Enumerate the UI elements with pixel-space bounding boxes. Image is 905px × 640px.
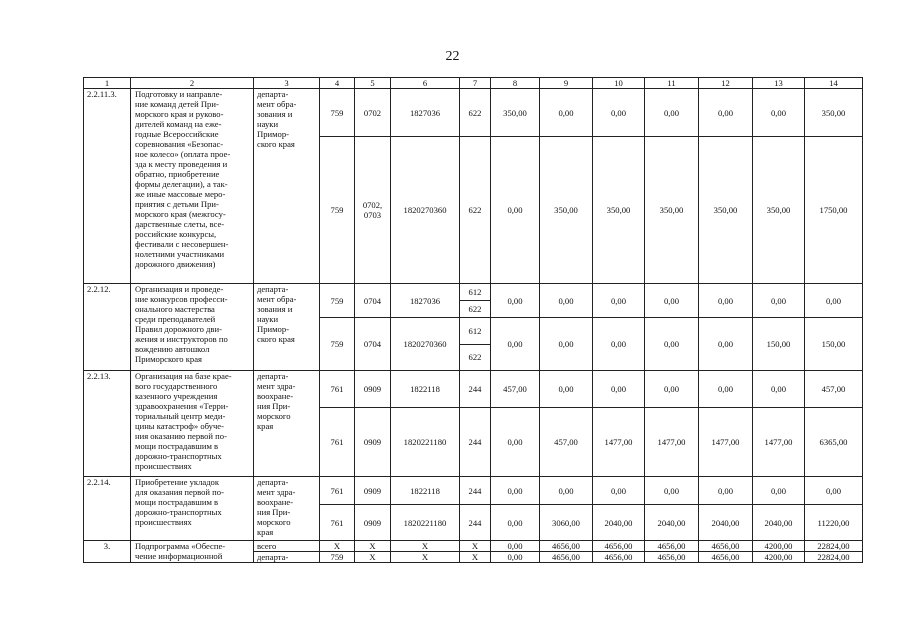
header-cell: 13 [753, 78, 805, 89]
table-cell [460, 318, 491, 371]
table-cell: 0909 [355, 477, 391, 505]
table-cell: 761 [320, 505, 355, 541]
row-department: всего [254, 541, 320, 552]
table-cell: 4656,00 [645, 552, 699, 563]
table-cell: 4656,00 [699, 541, 753, 552]
table-cell: 1827036 [391, 89, 460, 137]
row-description [131, 541, 254, 563]
table-cell: 0,00 [491, 318, 540, 371]
row-department-text: департа- мент здра- воохране- ния При- морского края [257, 477, 296, 537]
row-department: департа- [254, 552, 320, 563]
row-department-text: департа- мент обра- зования и науки Примор- ского края [257, 284, 297, 344]
header-cell: 7 [460, 78, 491, 89]
table-cell: 350,00 [645, 137, 699, 284]
table-cell: 0,00 [699, 318, 753, 371]
table-cell: 0,00 [699, 284, 753, 318]
table-cell: 4656,00 [593, 541, 645, 552]
header-cell: 12 [699, 78, 753, 89]
table-cell: 0,00 [491, 137, 540, 284]
table-cell: 2040,00 [593, 505, 645, 541]
table-cell: 0,00 [540, 477, 593, 505]
table-cell: X [460, 541, 491, 552]
table-cell: X [460, 552, 491, 563]
table-cell: 4656,00 [540, 552, 593, 563]
table-cell: X [355, 541, 391, 552]
table-cell: 759 [320, 89, 355, 137]
table-cell: 0909 [355, 371, 391, 408]
row-description [131, 477, 254, 541]
table-cell-text: 622 [460, 344, 490, 371]
table-cell: 0,00 [699, 371, 753, 408]
table-cell: 1820221180 [391, 505, 460, 541]
table-cell [355, 137, 391, 284]
header-row [84, 78, 863, 89]
table-cell: 0,00 [491, 505, 540, 541]
table-cell: X [391, 552, 460, 563]
table-cell: 0,00 [699, 477, 753, 505]
table-cell: 1750,00 [805, 137, 863, 284]
header-cell: 2 [131, 78, 254, 89]
table-cell: 150,00 [805, 318, 863, 371]
table-cell: 0,00 [699, 89, 753, 137]
header-cell: 6 [391, 78, 460, 89]
table-cell: 4656,00 [593, 552, 645, 563]
row-code: 2.2.14. [84, 477, 131, 541]
table-cell: 4656,00 [645, 541, 699, 552]
table-cell: 0,00 [540, 318, 593, 371]
header-cell: 14 [805, 78, 863, 89]
table-row [84, 89, 863, 137]
table-cell: 0,00 [753, 284, 805, 318]
table-cell: X [391, 541, 460, 552]
table-cell: 457,00 [491, 371, 540, 408]
header-cell: 5 [355, 78, 391, 89]
table-cell: X [320, 541, 355, 552]
split-cell [460, 284, 490, 317]
table-cell: 0704 [355, 318, 391, 371]
row-code: 3. [84, 541, 131, 563]
table-cell: 22824,00 [805, 541, 863, 552]
table-cell: 1822118 [391, 477, 460, 505]
header-cell: 4 [320, 78, 355, 89]
table-cell: 244 [460, 408, 491, 477]
table-cell: 761 [320, 408, 355, 477]
table-cell: 4656,00 [699, 552, 753, 563]
row-code: 2.2.12. [84, 284, 131, 371]
header-cell: 9 [540, 78, 593, 89]
row-description-text: Подготовку и направле- ние команд детей При- морского края и руково- дителей команд на еже- годные Всероссийские соревнования «Безопас- ное колесо» (оплата прое- зда к месту проведения и обратно, приобретение формы делегации), а так- же иные массовые меро- приятия с детьми При- морского края (межгосу- дарственные слеты, все- российские конкурсы, фестивали с несовершен- нолетними участниками дорожного движения) [135, 89, 231, 269]
row-department [254, 477, 320, 541]
table-cell: 350,00 [593, 137, 645, 284]
header-cell: 1 [84, 78, 131, 89]
table-cell: 0,00 [645, 371, 699, 408]
table-cell: 0,00 [540, 371, 593, 408]
table-cell [460, 284, 491, 318]
table-cell: 4656,00 [540, 541, 593, 552]
table-cell: 350,00 [753, 137, 805, 284]
split-cell [460, 318, 490, 370]
table-cell: 350,00 [699, 137, 753, 284]
table-cell: 22824,00 [805, 552, 863, 563]
table-row [84, 541, 863, 552]
row-description [131, 89, 254, 284]
row-department-text: департа- мент обра- зования и науки Примор- ского края [257, 89, 297, 149]
table-cell: 350,00 [540, 137, 593, 284]
table-cell: 0704 [355, 284, 391, 318]
table-cell: 0,00 [540, 284, 593, 318]
row-code: 2.2.13. [84, 371, 131, 477]
row-department [254, 284, 320, 371]
table-cell-text: 612 [468, 325, 482, 336]
table-cell: 1477,00 [593, 408, 645, 477]
table-cell: 0,00 [593, 89, 645, 137]
row-description-text: Приобретение укладок для оказания первой по- мощи пострадавшим в дорожно-транспортных происшествиях [135, 477, 224, 527]
table-cell: 1477,00 [753, 408, 805, 477]
table-cell: 0,00 [540, 89, 593, 137]
table-cell-text: 622 [460, 300, 490, 317]
header-cell: 3 [254, 78, 320, 89]
table-cell: 0,00 [491, 284, 540, 318]
table-cell: 761 [320, 477, 355, 505]
table-cell: 622 [460, 89, 491, 137]
table-cell: 0909 [355, 408, 391, 477]
table-cell: 0,00 [753, 371, 805, 408]
table-cell: 0,00 [805, 284, 863, 318]
table-cell: 244 [460, 477, 491, 505]
table-cell: 759 [320, 284, 355, 318]
table-cell: 0,00 [491, 552, 540, 563]
table-cell: 3060,00 [540, 505, 593, 541]
table-cell: 759 [320, 552, 355, 563]
table-cell: 6365,00 [805, 408, 863, 477]
table-row [84, 477, 863, 505]
row-department [254, 89, 320, 284]
table-cell: 0,00 [593, 284, 645, 318]
table-cell: 244 [460, 371, 491, 408]
table-cell: 0,00 [491, 477, 540, 505]
table-cell: 244 [460, 505, 491, 541]
table-cell: 350,00 [491, 89, 540, 137]
table-cell: 2040,00 [753, 505, 805, 541]
row-description [131, 284, 254, 371]
table-row [84, 371, 863, 408]
header-cell: 10 [593, 78, 645, 89]
table-cell: X [355, 552, 391, 563]
row-description-text: Подпрограмма «Обеспе- чение информационной [135, 541, 226, 561]
row-code: 2.2.11.3. [84, 89, 131, 284]
table-cell: 1822118 [391, 371, 460, 408]
row-description [131, 371, 254, 477]
page-number: 22 [445, 49, 460, 64]
row-description-text: Организация на базе крае- вого государственного казенного учреждения здравоохранения «Терри- ториальный центр меди- цины катастроф» обуче- ния оказанию первой по- мощи пострадавшим в дорожно-транспортных происшествиях [135, 371, 232, 471]
table-cell: 1477,00 [645, 408, 699, 477]
table-cell: 759 [320, 318, 355, 371]
table-cell: 4200,00 [753, 541, 805, 552]
table-cell: 0,00 [805, 477, 863, 505]
table-cell: 0,00 [645, 89, 699, 137]
row-description-text: Организация и проведе- ние конкурсов професси- онального мастерства среди преподавателей Правил дорожного дви- жения и инструкторов по вождению автошкол Приморского края [135, 284, 228, 364]
table-cell: 0,00 [645, 284, 699, 318]
table-cell-text: 612 [468, 287, 482, 297]
table-cell: 0,00 [645, 318, 699, 371]
table-cell: 0,00 [753, 89, 805, 137]
table-cell: 759 [320, 137, 355, 284]
table-cell: 11220,00 [805, 505, 863, 541]
header-cell: 8 [491, 78, 540, 89]
table-cell: 457,00 [805, 371, 863, 408]
table-cell: 0,00 [593, 477, 645, 505]
table-cell: 150,00 [753, 318, 805, 371]
header-cell: 11 [645, 78, 699, 89]
table-cell: 1827036 [391, 284, 460, 318]
row-department [254, 371, 320, 477]
table-cell: 457,00 [540, 408, 593, 477]
table-cell: 0,00 [491, 408, 540, 477]
table-cell: 0702 [355, 89, 391, 137]
table-cell: 622 [460, 137, 491, 284]
table-cell-text: 0702, 0703 [362, 200, 383, 220]
table-cell: 0,00 [645, 477, 699, 505]
row-department-text: департа- мент здра- воохране- ния При- морского края [257, 371, 296, 431]
budget-table [83, 77, 863, 563]
table-cell: 0,00 [753, 477, 805, 505]
table-cell: 1820221180 [391, 408, 460, 477]
table-cell: 1820270360 [391, 137, 460, 284]
table-cell: 2040,00 [645, 505, 699, 541]
table-cell: 0,00 [593, 318, 645, 371]
table-cell: 4200,00 [753, 552, 805, 563]
table-cell: 1477,00 [699, 408, 753, 477]
table-cell: 1820270360 [391, 318, 460, 371]
table-cell: 2040,00 [699, 505, 753, 541]
table-row [84, 284, 863, 318]
table-cell: 350,00 [805, 89, 863, 137]
table-cell: 0,00 [593, 371, 645, 408]
table-cell: 761 [320, 371, 355, 408]
table-cell: 0,00 [491, 541, 540, 552]
table-cell: 0909 [355, 505, 391, 541]
